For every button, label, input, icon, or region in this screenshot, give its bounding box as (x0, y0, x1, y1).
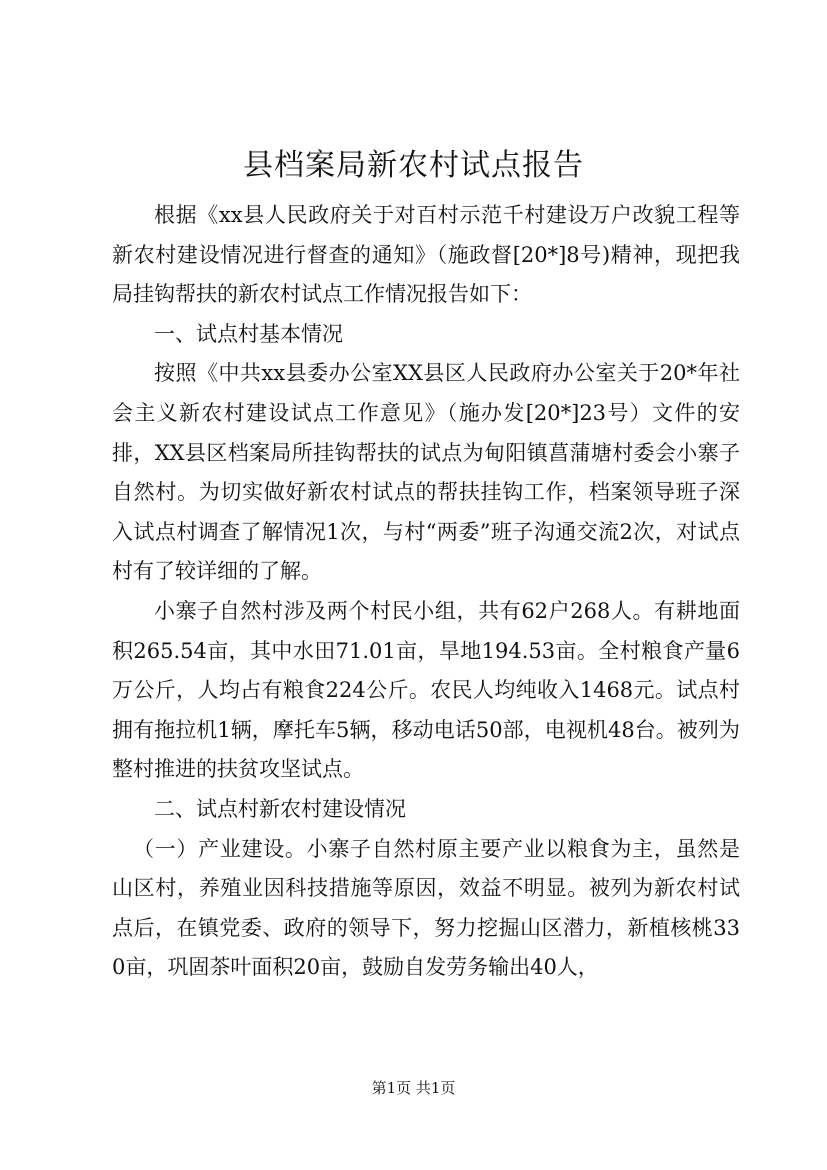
document-body (112, 196, 740, 988)
paragraph-intro: 根据《xx县人民政府关于对百村示范千村建设万户改貌工程等新农村建设情况进行督查的通知》（施政督[20*]8号)精神，现把我局挂钩帮扶的新农村试点工作情况报告如下： (112, 203, 740, 307)
paragraph-industry: （一）产业建设。小寨子自然村原主要产业以粮食为主，虽然是山区村，养殖业因科技措施等原因，效益不明显。被列为新农村试点后，在镇党委、政府的领导下，努力挖掘山区潜力，新植核桃330亩，巩固茶叶面积20亩，鼓励自发劳务输出40人， (112, 836, 740, 980)
page-number: 第1页 共1页 (371, 1079, 456, 1097)
paragraph-arrangement: 按照《中共xx县委办公室XX县区人民政府办公室关于20*年社会主义新农村建设试点工作意见》（施办发[20*]23号）文件的安排，XX县区档案局所挂钩帮扶的试点为甸阳镇菖蒲塘村委会小寨子自然村。为切实做好新农村试点的帮扶挂钩工作，档案领导班子深入试点村调查了解情况1次，与村“两委”班子沟通交流2次，对试点村有了较详细的了解。 (112, 361, 740, 584)
page-footer (0, 1078, 827, 1098)
paragraph-village-stats: 小寨子自然村涉及两个村民小组，共有62户268人。有耕地面积265.54亩，其中水田71.01亩，旱地194.53亩。全村粮食产量6万公斤，人均占有粮食224公斤。农民人均纯收入1468元。试点村拥有拖拉机1辆，摩托车5辆，移动电话50部，电视机48台。被列为整村推进的扶贫攻坚试点。 (112, 598, 740, 782)
section-heading-construction: 二、试点村新农村建设情况 (154, 796, 406, 821)
document-title: 县档案局新农村试点报告 (243, 148, 584, 183)
section-heading-basic-info: 一、试点村基本情况 (154, 321, 343, 346)
